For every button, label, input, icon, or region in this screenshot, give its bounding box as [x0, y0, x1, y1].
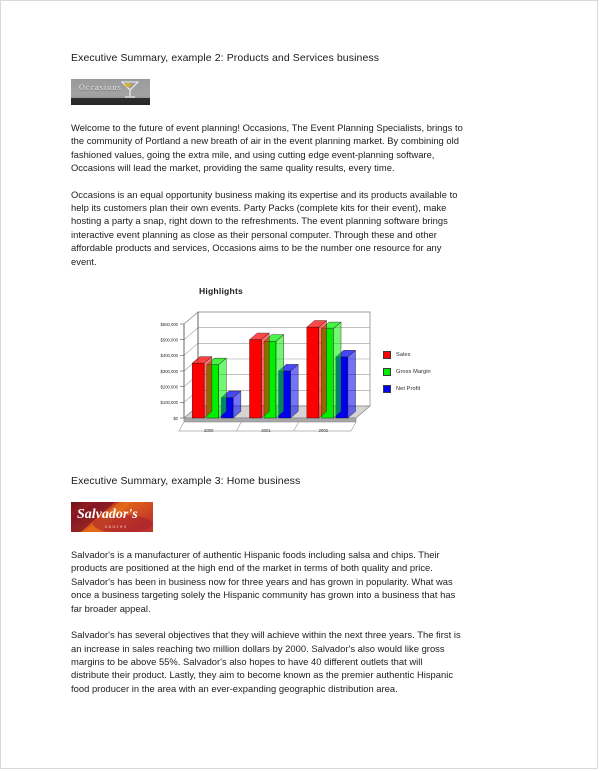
- section-2-paragraph-2: Occasions is an equal opportunity business making its expertise and its products available to help its customers plan their own events. Party Packs (complete kits for their event), make hosting a party a snap, right down to the refreshments. The event planning software brings interactive event planning as close as their personal computer. Through these and other affordable products and services, Occasions aims to be the number one resource for any event.: [71, 188, 458, 267]
- legend-label: Net Profit: [396, 385, 421, 392]
- legend-swatch-icon: [383, 385, 391, 393]
- chart-plot-area: [156, 300, 386, 445]
- svg-text:2000: 2000: [204, 428, 214, 434]
- occasions-wordmark: Occasions: [79, 83, 122, 92]
- legend-item-sales: [383, 348, 431, 361]
- section-3-paragraph-2: Salvador's has several objectives that they will achieve within the next three years. The first is an increase in sales reaching two million dollars by 2000. Salvador's also would like gross margins to be above 55%. Salvador's also hopes to have 40 different outlets that will distribute their product. Lastly, they aim to become known as the premier authentic Hispanic food producer in the area with an ever-expanding geographic distribution area.: [71, 629, 461, 694]
- svg-text:2001: 2001: [261, 428, 271, 434]
- svg-text:$300,000: $300,000: [160, 368, 178, 374]
- section-2-paragraph-1: Welcome to the future of event planning! Occasions, The Event Planning Specialists, brings to the community of Portland a new breath of air in the event planning market. By combining old fashioned values, going the extra mile, and using cutting edge event-planning software, Occasions will lead the market, providing the same quality results, every time.: [71, 122, 463, 174]
- document-content: [71, 51, 463, 708]
- salvadors-logo: [71, 502, 153, 532]
- bar-sales-2000: [192, 357, 212, 418]
- martini-glass-icon: [119, 80, 141, 99]
- chart-legend: [383, 348, 431, 399]
- svg-text:$0: $0: [173, 415, 178, 421]
- svg-text:$500,000: $500,000: [160, 337, 178, 343]
- legend-swatch-icon: [383, 368, 391, 376]
- svg-text:2002: 2002: [318, 428, 328, 434]
- legend-label: Gross Margin: [396, 368, 431, 375]
- svg-text:$200,000: $200,000: [160, 384, 178, 390]
- legend-item-net-profit: [383, 382, 431, 395]
- legend-item-gross-margin: [383, 365, 431, 378]
- bar-sales-2002: [307, 321, 327, 418]
- salvadors-wordmark: Salvador's: [77, 507, 138, 523]
- section-3-heading: Executive Summary, example 3: Home business: [71, 475, 301, 488]
- svg-text:$600,000: $600,000: [160, 321, 178, 327]
- chart-title: Highlights: [198, 286, 243, 297]
- occasions-logo: [71, 79, 150, 105]
- svg-text:$100,000: $100,000: [160, 400, 178, 406]
- section-2-heading: Executive Summary, example 2: Products and Services business: [71, 52, 380, 64]
- salvadors-logo-art: [71, 502, 153, 532]
- section-3-paragraph-1: Salvador's is a manufacturer of authentic Hispanic foods including salsa and chips. Their products are positioned at the high end of the market in terms of both quality and price. Salvador's has been in business now for three years and has grown in popularity. What was once a business targeting solely the Hispanic community has grown into a business that has far broader appeal.: [71, 549, 456, 614]
- legend-swatch-icon: [383, 351, 391, 359]
- salvadors-subtitle: sauces: [105, 525, 128, 531]
- legend-label: Sales: [396, 351, 411, 358]
- highlights-chart: [71, 286, 463, 454]
- bar-sales-2001: [250, 333, 270, 418]
- svg-text:$400,000: $400,000: [160, 353, 178, 359]
